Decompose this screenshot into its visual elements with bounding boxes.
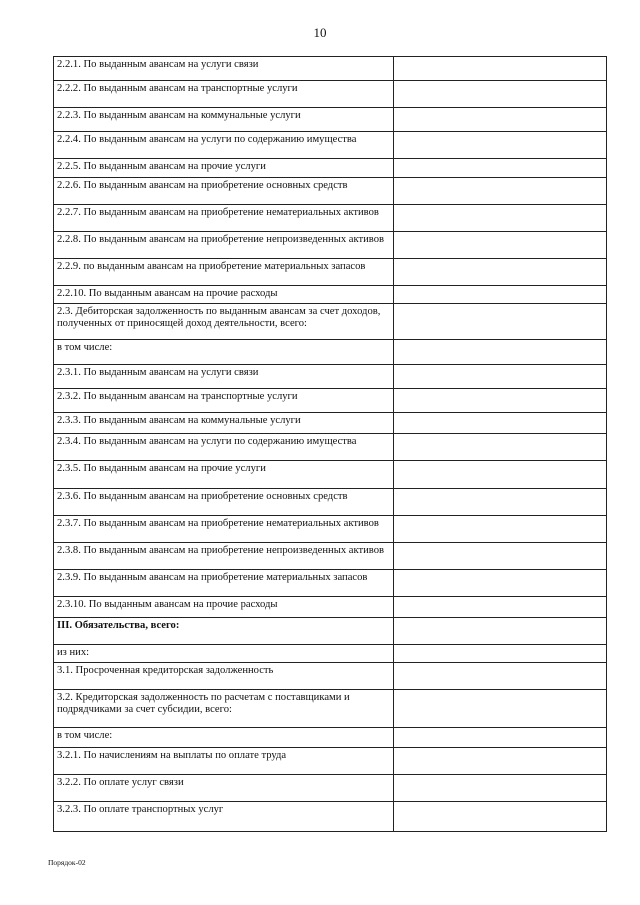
table-row	[54, 413, 607, 434]
row-label: 2.3.4. По выданным авансам на услуги по содержанию имущества	[54, 434, 394, 461]
row-value-cell	[394, 597, 607, 618]
table-row	[54, 690, 607, 728]
row-value-cell	[394, 645, 607, 663]
row-label: 2.2.10. По выданным авансам на прочие расходы	[54, 286, 394, 304]
table-row	[54, 543, 607, 570]
row-value-cell	[394, 205, 607, 232]
financial-indicators-table	[53, 56, 607, 832]
table-row	[54, 132, 607, 159]
row-label: 2.2.5. По выданным авансам на прочие услуги	[54, 159, 394, 178]
table-row	[54, 802, 607, 832]
row-label: 2.2.7. По выданным авансам на приобретение нематериальных активов	[54, 205, 394, 232]
row-value-cell	[394, 178, 607, 205]
row-label: в том числе:	[54, 728, 394, 748]
row-label: 2.3.8. По выданным авансам на приобретение непроизведенных активов	[54, 543, 394, 570]
row-label: 3.2.3. По оплате транспортных услуг	[54, 802, 394, 832]
row-value-cell	[394, 748, 607, 775]
table-row	[54, 516, 607, 543]
table-row	[54, 340, 607, 365]
table-row	[54, 775, 607, 802]
row-value-cell	[394, 618, 607, 645]
row-label: 2.2.9. по выданным авансам на приобретение материальных запасов	[54, 259, 394, 286]
row-label: 3.2.2. По оплате услуг связи	[54, 775, 394, 802]
table-row	[54, 461, 607, 489]
table-row	[54, 645, 607, 663]
row-value-cell	[394, 389, 607, 413]
table-row	[54, 597, 607, 618]
row-label: 2.3.9. По выданным авансам на приобретение материальных запасов	[54, 570, 394, 597]
table-row	[54, 57, 607, 81]
table-row	[54, 178, 607, 205]
row-value-cell	[394, 461, 607, 489]
row-value-cell	[394, 81, 607, 108]
row-value-cell	[394, 489, 607, 516]
row-value-cell	[394, 57, 607, 81]
table-row	[54, 434, 607, 461]
row-value-cell	[394, 663, 607, 690]
table-row	[54, 748, 607, 775]
row-value-cell	[394, 108, 607, 132]
row-value-cell	[394, 413, 607, 434]
row-value-cell	[394, 543, 607, 570]
row-label: 2.3.1. По выданным авансам на услуги связи	[54, 365, 394, 389]
section-heading: III. Обязательства, всего:	[54, 618, 394, 645]
table-row	[54, 81, 607, 108]
row-value-cell	[394, 728, 607, 748]
table-row	[54, 489, 607, 516]
row-label: 2.2.2. По выданным авансам на транспортные услуги	[54, 81, 394, 108]
table-row	[54, 365, 607, 389]
row-value-cell	[394, 690, 607, 728]
row-value-cell	[394, 802, 607, 832]
table-row	[54, 304, 607, 340]
row-label: 2.3.10. По выданным авансам на прочие расходы	[54, 597, 394, 618]
row-label: 2.2.1. По выданным авансам на услуги связи	[54, 57, 394, 81]
row-value-cell	[394, 570, 607, 597]
row-value-cell	[394, 286, 607, 304]
row-value-cell	[394, 132, 607, 159]
row-value-cell	[394, 340, 607, 365]
row-value-cell	[394, 304, 607, 340]
table-row	[54, 570, 607, 597]
row-label: 3.2. Кредиторская задолженность по расчетам с поставщиками и подрядчиками за счет субсидии, всего:	[54, 690, 394, 728]
table-row	[54, 232, 607, 259]
table-row	[54, 259, 607, 286]
row-label: 2.3.3. По выданным авансам на коммунальные услуги	[54, 413, 394, 434]
row-label: 3.1. Просроченная кредиторская задолженность	[54, 663, 394, 690]
row-value-cell	[394, 365, 607, 389]
row-label: 2.3.7. По выданным авансам на приобретение нематериальных активов	[54, 516, 394, 543]
row-value-cell	[394, 775, 607, 802]
table-row	[54, 389, 607, 413]
table-row	[54, 286, 607, 304]
footer-code: Порядок-02	[48, 858, 86, 867]
row-label: 2.2.8. По выданным авансам на приобретение непроизведенных активов	[54, 232, 394, 259]
row-label: 3.2.1. По начислениям на выплаты по оплате труда	[54, 748, 394, 775]
row-label: 2.2.6. По выданным авансам на приобретение основных средств	[54, 178, 394, 205]
table-row	[54, 663, 607, 690]
row-value-cell	[394, 259, 607, 286]
row-label: из них:	[54, 645, 394, 663]
row-label: 2.3.2. По выданным авансам на транспортные услуги	[54, 389, 394, 413]
table-row	[54, 728, 607, 748]
table-row	[54, 159, 607, 178]
row-label: 2.3.6. По выданным авансам на приобретение основных средств	[54, 489, 394, 516]
page-number: 10	[313, 25, 327, 40]
table-row	[54, 205, 607, 232]
table-row	[54, 618, 607, 645]
row-label: 2.3.5. По выданным авансам на прочие услуги	[54, 461, 394, 489]
row-value-cell	[394, 159, 607, 178]
row-value-cell	[394, 232, 607, 259]
row-label: 2.3. Дебиторская задолженность по выданным авансам за счет доходов, полученных от приносящей доход деятельности, всего:	[54, 304, 394, 340]
row-label: в том числе:	[54, 340, 394, 365]
table-row	[54, 108, 607, 132]
row-value-cell	[394, 434, 607, 461]
row-label: 2.2.4. По выданным авансам на услуги по содержанию имущества	[54, 132, 394, 159]
row-value-cell	[394, 516, 607, 543]
row-label: 2.2.3. По выданным авансам на коммунальные услуги	[54, 108, 394, 132]
